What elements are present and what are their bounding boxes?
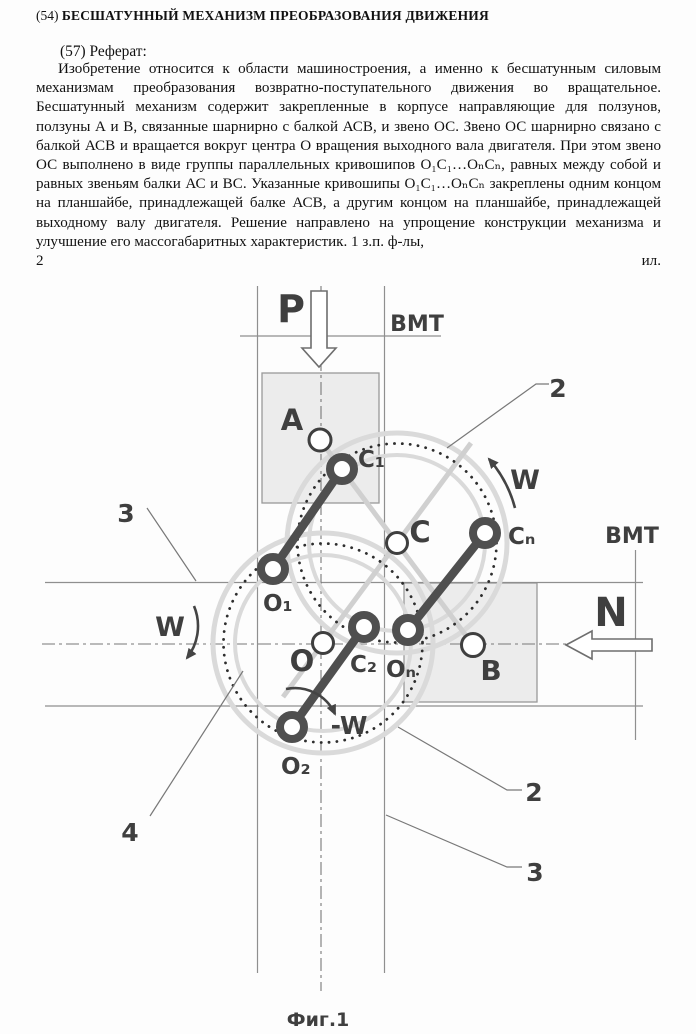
label-point-o: O bbox=[289, 644, 315, 678]
pin-o1 bbox=[261, 557, 285, 581]
label-cn: Cₙ bbox=[508, 524, 536, 550]
abstract-last-left: 2 bbox=[36, 253, 44, 270]
rotation-arrow-w-left bbox=[187, 606, 198, 658]
pin-cn bbox=[473, 521, 497, 545]
inid-code-54: (54) bbox=[36, 8, 59, 23]
hinge-o bbox=[313, 633, 334, 654]
label-o2: O₂ bbox=[281, 754, 311, 780]
figure-1 bbox=[0, 280, 696, 1029]
label-on: Oₙ bbox=[386, 657, 417, 683]
label-ref2-bottom: 2 bbox=[525, 778, 543, 807]
patent-title-row bbox=[36, 8, 676, 24]
label-o1: O₁ bbox=[263, 591, 293, 617]
label-w-left: W bbox=[155, 612, 185, 643]
label-slider-b: B bbox=[480, 654, 502, 687]
leader-ref3-top bbox=[147, 508, 196, 581]
abstract-heading: (57) Реферат: bbox=[60, 43, 147, 60]
label-ref4: 4 bbox=[121, 818, 139, 847]
hinge-c bbox=[387, 533, 408, 554]
abstract-paragraph bbox=[36, 60, 661, 271]
abstract-body-text: Изобретение относится к области машиностроения, а именно к бесшатунным силовым механизмам преобразования возвратно-поступательного движения во вращательное. Бесшатунный механизм содержит закрепленные в корпусе направляющие для ползунов, ползуны А и В, связанные шарнирно с балкой АСВ, и звено ОС. Звено ОС шарнирно связано с балкой АСВ и вращается вокруг центра О вращения выходного вала двигателя. При этом звено ОС выполнено в виде группы параллельных кривошипов О₁С₁…ОₙСₙ, равных между собой и равных звеньям балки АС и ВС. Указанные кривошипы О₁С₁…ОₙСₙ закреплены одним концом на планшайбе, принадлежащей балке АСВ, а другим концом на планшайбе, принадлежащей выходному валу двигателя. Решение направлено на упрощение конструкции механизма и улучшение его массогабаритных характеристик. 1 з.п. ф-лы, bbox=[36, 61, 661, 250]
page-title: БЕСШАТУННЫЙ МЕХАНИЗМ ПРЕОБРАЗОВАНИЯ ДВИЖЕНИЯ bbox=[61, 8, 489, 23]
leader-ref2-top bbox=[447, 384, 549, 448]
label-w-minus: -W bbox=[330, 711, 368, 740]
leader-ref2-bottom bbox=[398, 727, 522, 790]
label-n-force: N bbox=[594, 590, 628, 636]
abstract-last-line bbox=[36, 252, 661, 271]
mechanism-diagram bbox=[0, 280, 696, 1029]
label-ref3-bottom: 3 bbox=[526, 858, 544, 887]
label-bmt-right: ВМТ bbox=[605, 524, 659, 549]
hinge-a bbox=[309, 429, 331, 451]
leader-ref4 bbox=[150, 671, 243, 816]
pin-on bbox=[396, 618, 420, 642]
label-slider-a: A bbox=[280, 403, 304, 437]
pin-o2 bbox=[280, 715, 304, 739]
label-c2: C₂ bbox=[350, 652, 377, 678]
pin-c1 bbox=[330, 457, 354, 481]
leader-ref3-bottom bbox=[386, 815, 522, 867]
label-w-upper: W bbox=[510, 465, 540, 496]
label-ref2-top: 2 bbox=[549, 374, 567, 403]
pin-c2 bbox=[352, 615, 376, 639]
abstract-last-right: ил. bbox=[641, 253, 661, 270]
force-p-arrow bbox=[302, 291, 336, 367]
label-ref3-top: 3 bbox=[117, 499, 135, 528]
label-point-c: C bbox=[409, 515, 431, 549]
label-p-force: P bbox=[277, 287, 305, 331]
label-c1: C₁ bbox=[358, 447, 385, 473]
label-bmt-top: ВМТ bbox=[390, 312, 444, 337]
figure-caption: Фиг.1 bbox=[286, 1009, 350, 1029]
